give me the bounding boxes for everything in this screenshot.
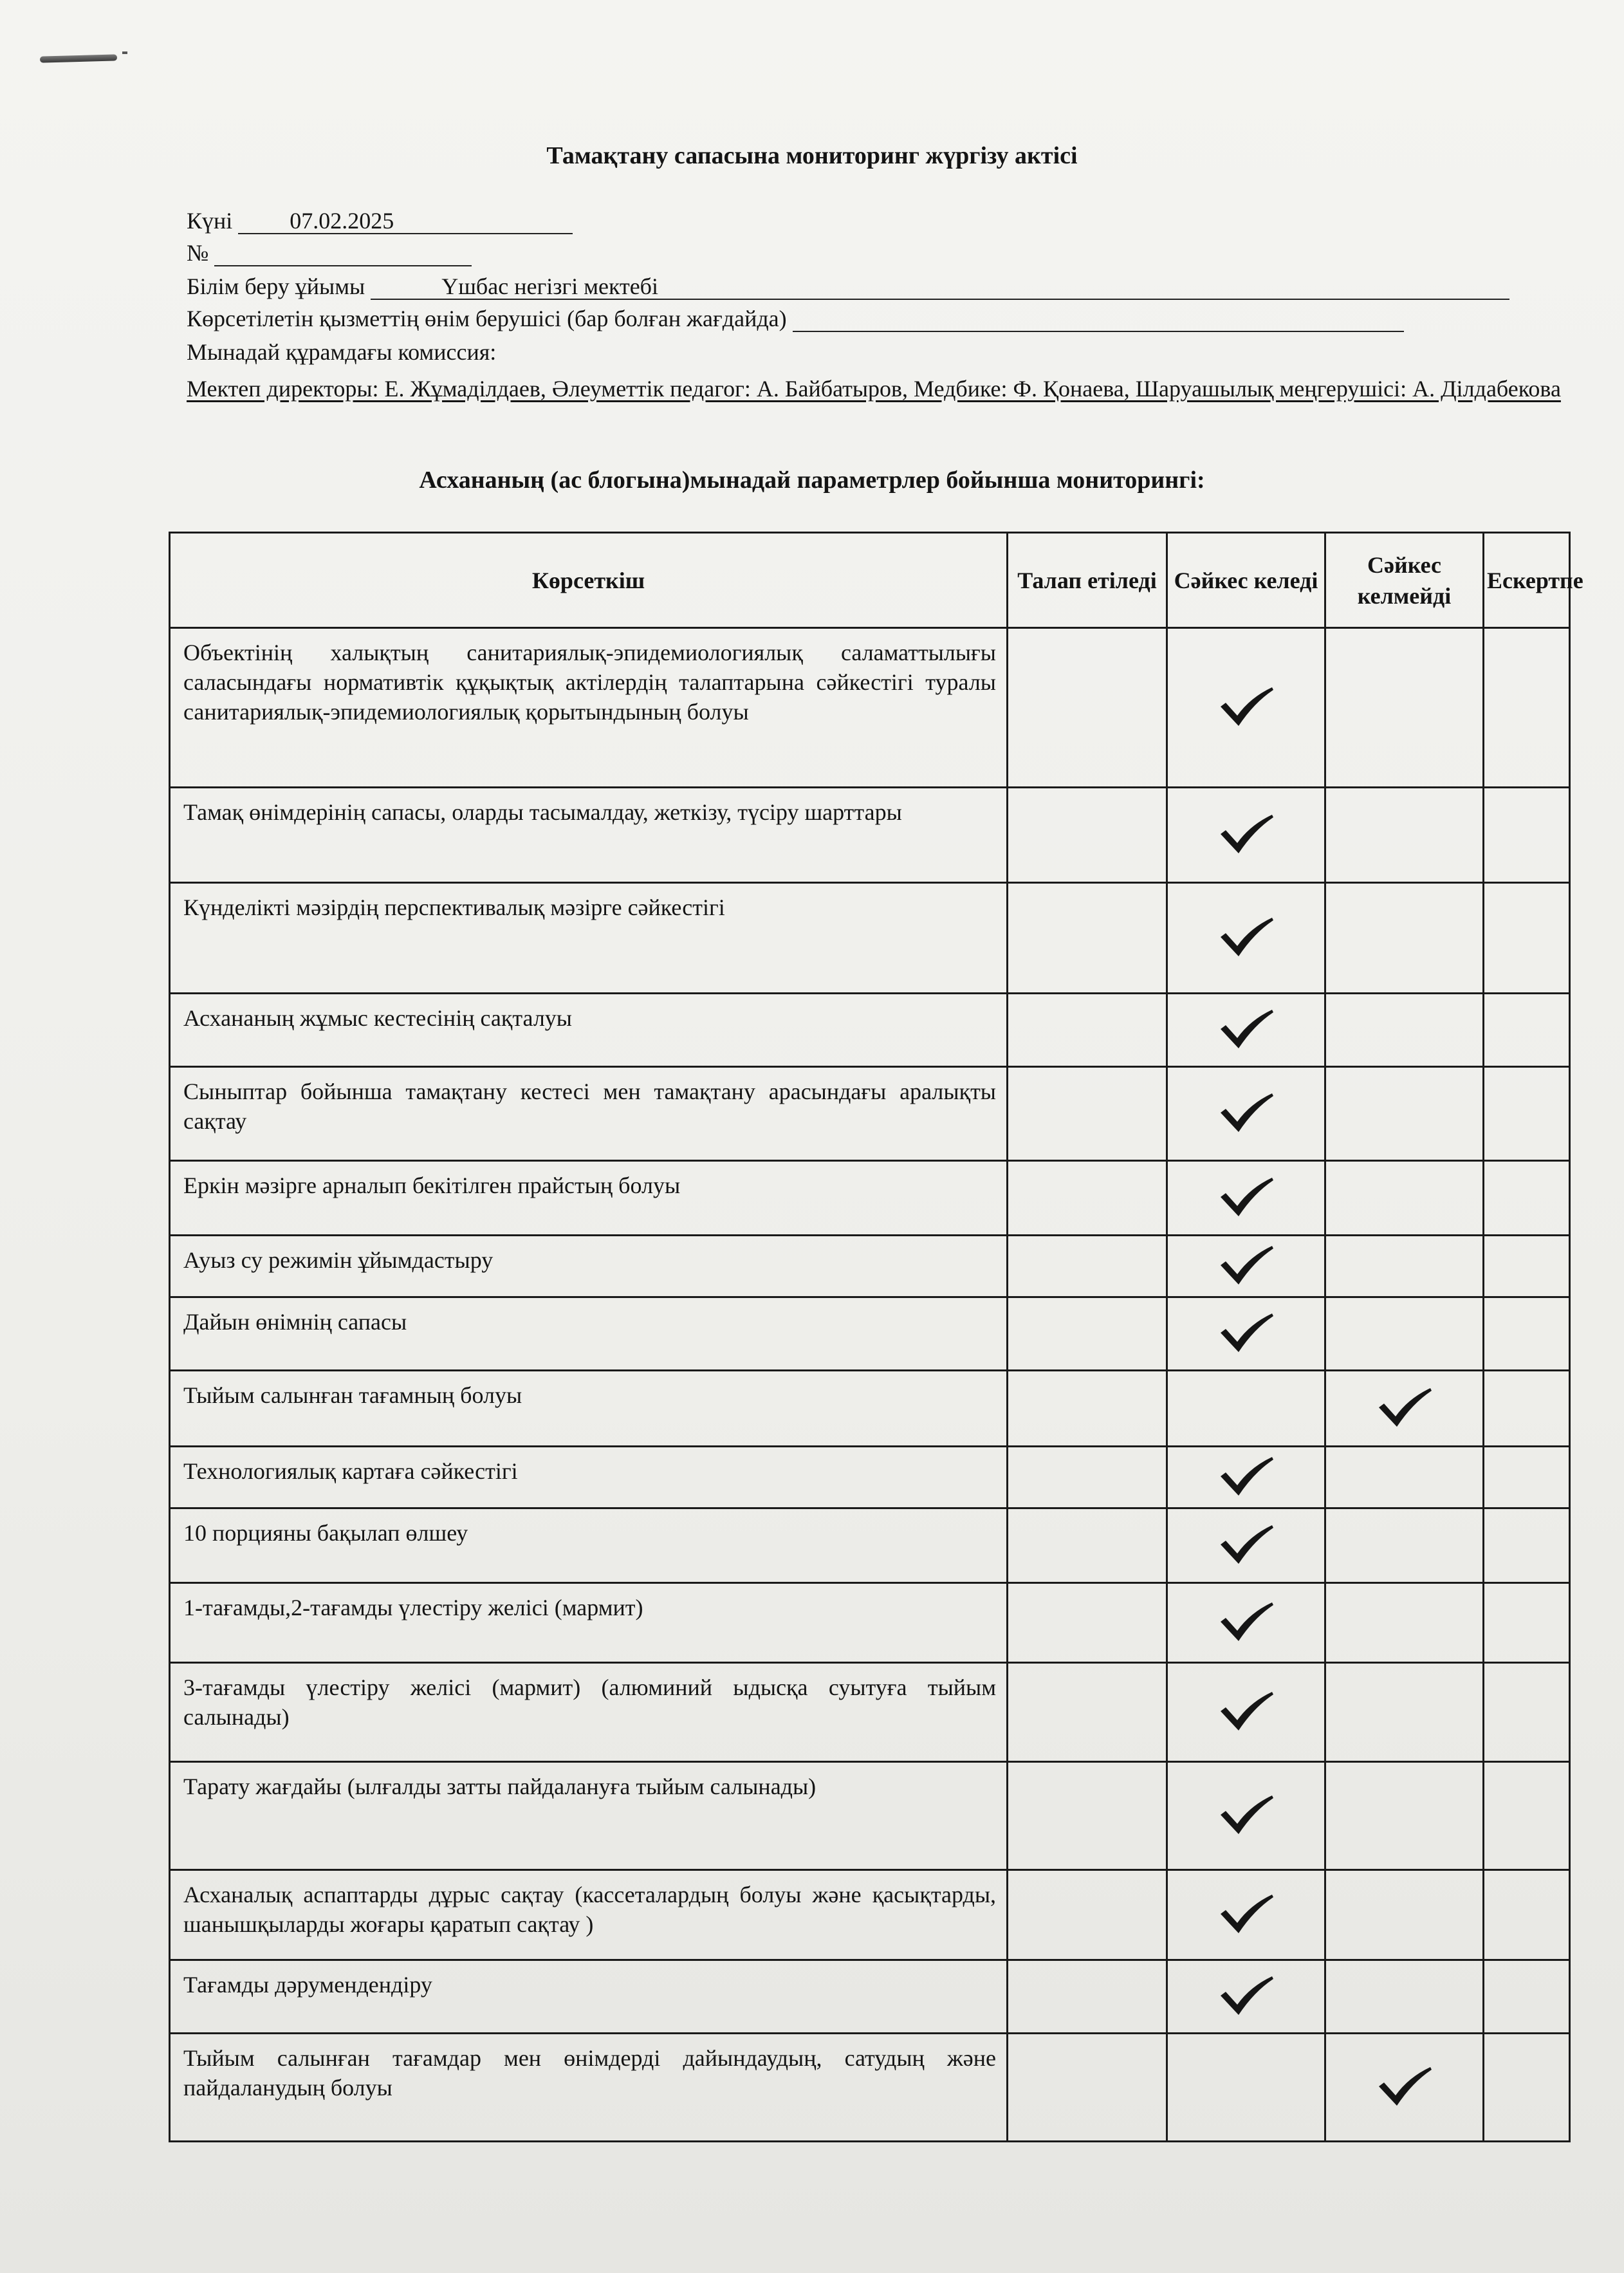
checkmark-icon xyxy=(1217,1090,1276,1135)
not-complies-cell xyxy=(1325,1161,1484,1236)
checkmark-icon xyxy=(1217,1792,1276,1837)
table-header-row xyxy=(170,533,1570,628)
table-body xyxy=(170,628,1570,2142)
checkmark-icon xyxy=(1375,2063,1434,2108)
checkmark-icon xyxy=(1217,1688,1276,1733)
complies-cell xyxy=(1167,1297,1325,1371)
checkmark-icon xyxy=(1217,1242,1276,1287)
required-cell xyxy=(1008,1663,1167,1762)
not-complies-cell xyxy=(1325,883,1484,994)
not-complies-cell xyxy=(1325,1067,1484,1161)
organization-label: Білім беру ұйымы xyxy=(187,274,365,299)
complies-cell xyxy=(1167,1870,1325,1960)
complies-cell xyxy=(1167,994,1325,1067)
checkmark-icon xyxy=(1217,811,1276,856)
note-cell xyxy=(1484,788,1570,883)
indicator-cell: 3-тағамды үлестіру желісі (мармит) (алюминий ыдысқа суытуға тыйым салынады) xyxy=(170,1663,1008,1762)
required-cell xyxy=(1008,1762,1167,1870)
note-cell xyxy=(1484,1870,1570,1960)
not-complies-cell xyxy=(1325,788,1484,883)
not-complies-cell xyxy=(1325,1236,1484,1297)
date-line xyxy=(187,207,573,234)
required-cell xyxy=(1008,2034,1167,2142)
note-cell xyxy=(1484,1236,1570,1297)
checkmark-icon xyxy=(1217,1972,1276,2018)
complies-cell xyxy=(1167,1663,1325,1762)
table-row xyxy=(170,1161,1570,1236)
complies-cell xyxy=(1167,1067,1325,1161)
not-complies-cell xyxy=(1325,628,1484,788)
required-cell xyxy=(1008,628,1167,788)
not-complies-cell xyxy=(1325,1870,1484,1960)
complies-cell xyxy=(1167,1371,1325,1447)
table-row xyxy=(170,1663,1570,1762)
indicator-cell: Объектінің халықтың санитариялық-эпидемиологиялық саламаттылығы саласындағы нормативтік құқықтық актілердің талаптарына сәйкестігі туралы санитариялық-эпидемиологиялық қорытындының болуы xyxy=(170,628,1008,788)
number-label: № xyxy=(187,240,209,266)
commission-label: Мынадай құрамдағы комиссия: xyxy=(187,339,497,365)
note-cell xyxy=(1484,1161,1570,1236)
required-cell xyxy=(1008,788,1167,883)
commission-members: Мектеп директоры: Е. Жұмаділдаев, Әлеуметтік педагог: А. Байбатыров, Медбике: Ф. Қонаева, Шаруашылық меңгерушісі: А. Ділдабекова xyxy=(187,376,1561,402)
header-not-complies: Сәйкес келмейді xyxy=(1325,533,1484,628)
staple-mark-end xyxy=(122,51,127,54)
note-cell xyxy=(1484,1583,1570,1663)
not-complies-cell xyxy=(1325,1447,1484,1508)
complies-cell xyxy=(1167,1583,1325,1663)
indicator-cell: Тарату жағдайы (ылғалды затты пайдалануға тыйым салынады) xyxy=(170,1762,1008,1870)
provider-label: Көрсетілетін қызметтің өнім берушісі (бар болған жағдайда) xyxy=(187,306,787,331)
table-row xyxy=(170,1583,1570,1663)
indicator-cell: Еркін мәзірге арналып бекітілген прайстың болуы xyxy=(170,1161,1008,1236)
table-row xyxy=(170,1447,1570,1508)
provider-line xyxy=(187,305,1404,332)
checkmark-icon xyxy=(1375,1384,1434,1429)
document-title: Тамақтану сапасына мониторинг жүргізу актісі xyxy=(546,142,1078,169)
indicator-cell: Дайын өнімнің сапасы xyxy=(170,1297,1008,1371)
not-complies-cell xyxy=(1325,1960,1484,2034)
header-complies: Сәйкес келеді xyxy=(1167,533,1325,628)
date-value: 07.02.2025 xyxy=(290,208,394,234)
indicator-cell: Ауыз су режимін ұйымдастыру xyxy=(170,1236,1008,1297)
note-cell xyxy=(1484,1663,1570,1762)
required-cell xyxy=(1008,1960,1167,2034)
complies-cell xyxy=(1167,2034,1325,2142)
table-row xyxy=(170,628,1570,788)
indicator-cell: Тыйым салынған тағамдар мен өнімдерді дайындаудың, сатудың және пайдаланудың болуы xyxy=(170,2034,1008,2142)
header-indicator: Көрсеткіш xyxy=(170,533,1008,628)
required-cell xyxy=(1008,1583,1167,1663)
note-cell xyxy=(1484,1297,1570,1371)
note-cell xyxy=(1484,994,1570,1067)
indicator-cell: Асханалық аспаптарды дұрыс сақтау (кассеталардың болуы және қасықтарды, шанышқыларды жоғары қаратып сақтау ) xyxy=(170,1870,1008,1960)
organization-line xyxy=(187,273,1509,300)
not-complies-cell xyxy=(1325,2034,1484,2142)
complies-cell xyxy=(1167,883,1325,994)
indicator-cell: Технологиялық картаға сәйкестігі xyxy=(170,1447,1008,1508)
monitoring-table xyxy=(169,532,1583,2142)
note-cell xyxy=(1484,1960,1570,2034)
checkmark-icon xyxy=(1217,914,1276,959)
note-cell xyxy=(1484,1371,1570,1447)
indicator-cell: 10 порцияны бақылап өлшеу xyxy=(170,1508,1008,1583)
note-cell xyxy=(1484,1447,1570,1508)
complies-cell xyxy=(1167,1161,1325,1236)
table-row xyxy=(170,1236,1570,1297)
note-cell xyxy=(1484,1508,1570,1583)
indicator-cell: Күнделікті мәзірдің перспективалық мәзірге сәйкестігі xyxy=(170,883,1008,994)
not-complies-cell xyxy=(1325,1663,1484,1762)
checkmark-icon xyxy=(1217,1521,1276,1566)
checkmark-icon xyxy=(1217,1599,1276,1644)
table-row xyxy=(170,1371,1570,1447)
note-cell xyxy=(1484,1762,1570,1870)
required-cell xyxy=(1008,1508,1167,1583)
table-row xyxy=(170,788,1570,883)
checkmark-icon xyxy=(1217,1006,1276,1051)
required-cell xyxy=(1008,1236,1167,1297)
note-cell xyxy=(1484,2034,1570,2142)
monitoring-subtitle: Асхананың (ас блогына)мынадай параметрлер бойынша мониторингі: xyxy=(419,467,1205,494)
required-cell xyxy=(1008,1870,1167,1960)
indicator-cell: 1-тағамды,2-тағамды үлестіру желісі (мармит) xyxy=(170,1583,1008,1663)
indicator-cell: Асхананың жұмыс кестесінің сақталуы xyxy=(170,994,1008,1067)
complies-cell xyxy=(1167,1236,1325,1297)
complies-cell xyxy=(1167,1447,1325,1508)
complies-cell xyxy=(1167,628,1325,788)
not-complies-cell xyxy=(1325,994,1484,1067)
required-cell xyxy=(1008,1067,1167,1161)
table-row xyxy=(170,883,1570,994)
header-required: Талап етіледі xyxy=(1008,533,1167,628)
required-cell xyxy=(1008,883,1167,994)
complies-cell xyxy=(1167,1762,1325,1870)
complies-cell xyxy=(1167,1960,1325,2034)
required-cell xyxy=(1008,1447,1167,1508)
date-label: Күні xyxy=(187,208,233,234)
checkmark-icon xyxy=(1217,1891,1276,1936)
indicator-cell: Тыйым салынған тағамның болуы xyxy=(170,1371,1008,1447)
checkmark-icon xyxy=(1217,1174,1276,1219)
required-cell xyxy=(1008,1371,1167,1447)
checkmark-icon xyxy=(1217,683,1276,728)
not-complies-cell xyxy=(1325,1583,1484,1663)
header-note: Ескертпе xyxy=(1484,533,1570,628)
table-row xyxy=(170,2034,1570,2142)
table-row xyxy=(170,994,1570,1067)
number-line xyxy=(187,239,472,266)
not-complies-cell xyxy=(1325,1371,1484,1447)
table-row xyxy=(170,1297,1570,1371)
checkmark-icon xyxy=(1217,1453,1276,1498)
indicator-cell: Сыныптар бойынша тамақтану кестесі мен тамақтану арасындағы аралықты сақтау xyxy=(170,1067,1008,1161)
table-row xyxy=(170,1067,1570,1161)
table-row xyxy=(170,1508,1570,1583)
complies-cell xyxy=(1167,788,1325,883)
table-row xyxy=(170,1960,1570,2034)
table-row xyxy=(170,1870,1570,1960)
not-complies-cell xyxy=(1325,1508,1484,1583)
not-complies-cell xyxy=(1325,1297,1484,1371)
note-cell xyxy=(1484,1067,1570,1161)
note-cell xyxy=(1484,883,1570,994)
required-cell xyxy=(1008,994,1167,1067)
indicator-cell: Тамақ өнімдерінің сапасы, оларды тасымалдау, жеткізу, түсіру шарттары xyxy=(170,788,1008,883)
staple-mark xyxy=(40,54,117,62)
not-complies-cell xyxy=(1325,1762,1484,1870)
table-row xyxy=(170,1762,1570,1870)
complies-cell xyxy=(1167,1508,1325,1583)
required-cell xyxy=(1008,1297,1167,1371)
note-cell xyxy=(1484,628,1570,788)
required-cell xyxy=(1008,1161,1167,1236)
organization-value: Үшбас негізгі мектебі xyxy=(441,274,658,299)
checkmark-icon xyxy=(1217,1310,1276,1355)
indicator-cell: Тағамды дәрумендендіру xyxy=(170,1960,1008,2034)
